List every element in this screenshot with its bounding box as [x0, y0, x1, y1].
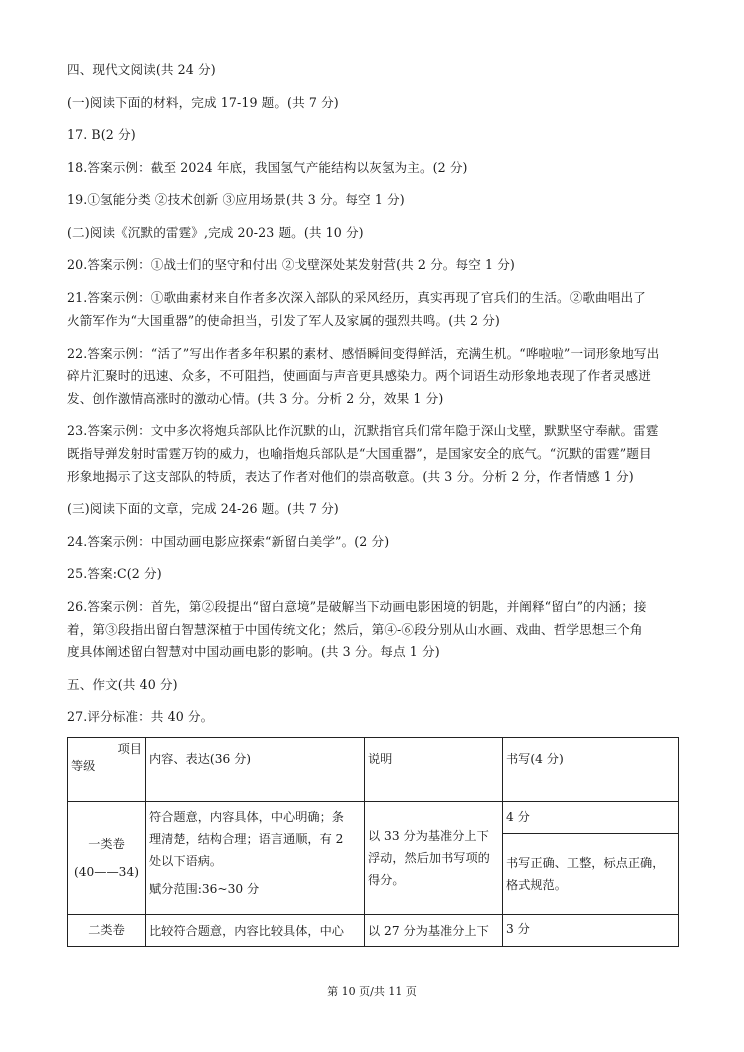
text-line-6: (二)阅读《沉默的雷霆》,完成 20-23 题。(共 10 分) — [67, 225, 364, 240]
header-corner-cell — [68, 738, 146, 802]
text-line-16: (三)阅读下面的文章，完成 24-26 题。(共 7 分) — [67, 501, 339, 516]
grade-2-content: 比较符合题意，内容比较具体，中心 — [146, 915, 365, 947]
text-line-12: 发、创作激情高涨时的激动心情。(共 3 分。分析 2 分，效果 1 分) — [67, 391, 444, 406]
text-line-11: 碎片汇聚时的迅速、众多，不可阻挡，使画面与声音更具感染力。两个词语生动形象地表现了作者灵感迸 — [67, 368, 651, 383]
header-grade-label: 等级 — [71, 759, 96, 773]
text-line-7: 20.答案示例：①战士们的坚守和付出 ②戈壁深处某发射营(共 2 分。每空 1 分) — [67, 257, 515, 272]
grade-1-note-line: 以 33 分为基准分上下 — [368, 829, 489, 843]
grading-table — [67, 737, 679, 947]
grade-1-content — [146, 802, 365, 915]
grade-1-writing-line: 格式规范。 — [506, 878, 567, 892]
grade-1-content-line: 处以下语病。 — [149, 854, 223, 868]
header-item-label: 项目 — [117, 742, 142, 756]
header-note: 说明 — [365, 738, 503, 802]
text-line-14: 既指导弹发射时雷霆万钧的威力，也喻指炮兵部队是“大国重器”，是国家安全的底气。“沉默的雷霆”题目 — [67, 446, 652, 461]
text-line-8: 21.答案示例：①歌曲素材来自作者多次深入部队的采风经历，真实再现了官兵们的生活。②歌曲唱出了 — [67, 290, 646, 305]
text-line-2: (一)阅读下面的材料，完成 17-19 题。(共 7 分) — [67, 95, 339, 110]
page-footer: 第 10 页/共 11 页 — [327, 985, 417, 998]
text-line-18: 25.答案:C(2 分) — [67, 566, 162, 581]
grade-2-writing-score: 3 分 — [503, 915, 679, 947]
grade-1-name: 一类卷 — [88, 837, 125, 851]
text-line-21: 度具体阐述留白智慧对中国动画电影的影响。(共 3 分。每点 1 分) — [67, 644, 440, 659]
grade-2-name: 二类卷 — [68, 915, 146, 947]
grade-1-note — [365, 802, 503, 915]
grade-1-writing-line: 书写正确、工整，标点正确， — [506, 856, 665, 870]
text-line-3: 17. B(2 分) — [67, 127, 136, 142]
grade-1-content-range: 赋分范围:36~30 分 — [149, 882, 260, 896]
text-line-22: 五、作文(共 40 分) — [67, 677, 178, 692]
grade-1-note-line: 得分。 — [368, 873, 405, 887]
table-header-row — [68, 738, 679, 802]
text-line-13: 23.答案示例：文中多次将炮兵部队比作沉默的山，沉默指官兵们常年隐于深山戈壁，默默坚守奉献。雷霆 — [67, 423, 659, 438]
grade-1-range: (40——34) — [74, 865, 139, 879]
grade-1-note-line: 浮动，然后加书写项的 — [368, 851, 490, 865]
header-writing: 书写(4 分) — [503, 738, 679, 802]
text-line-9: 火箭军作为“大国重器”的使命担当，引发了军人及家属的强烈共鸣。(共 2 分) — [67, 313, 500, 328]
text-line-15: 形象地揭示了这支部队的特质，表达了作者对他们的崇高敬意。(共 3 分。分析 2 分，作者情感 1 分) — [67, 469, 634, 484]
text-line-10: 22.答案示例：“活了”写出作者多年积累的素材、感悟瞬间变得鲜活，充满生机。“哗啦啦”一词形象地写出 — [67, 346, 660, 361]
text-line-20: 着，第③段指出留白智慧深植于中国传统文化；然后，第④-⑥段分别从山水画、戏曲、哲学思想三个角 — [67, 622, 643, 637]
text-line-5: 19.①氢能分类 ②技术创新 ③应用场景(共 3 分。每空 1 分) — [67, 192, 405, 207]
grade-1-cell — [68, 802, 146, 915]
grade-1-writing-score: 4 分 — [503, 802, 679, 834]
text-line-19: 26.答案示例：首先，第②段提出“留白意境”是破解当下动画电影困境的钥匙，并阐释“留白”的内涵；接 — [67, 599, 647, 614]
table-row — [68, 802, 679, 834]
grade-1-writing-desc — [503, 834, 679, 915]
text-line-1: 四、现代文阅读(共 24 分) — [67, 62, 216, 77]
text-line-4: 18.答案示例：截至 2024 年底，我国氢气产能结构以灰氢为主。(2 分) — [67, 160, 468, 175]
text-line-17: 24.答案示例：中国动画电影应探索“新留白美学”。(2 分) — [67, 534, 390, 549]
grade-1-content-line: 符合题意，内容具体，中心明确；条 — [149, 810, 344, 824]
table-row — [68, 915, 679, 947]
header-content: 内容、表达(36 分) — [146, 738, 365, 802]
text-line-23: 27.评分标准：共 40 分。 — [67, 709, 214, 724]
grade-1-content-line: 理清楚，结构合理；语言通顺，有 2 — [149, 832, 344, 846]
grade-2-note: 以 27 分为基准分上下 — [365, 915, 503, 947]
